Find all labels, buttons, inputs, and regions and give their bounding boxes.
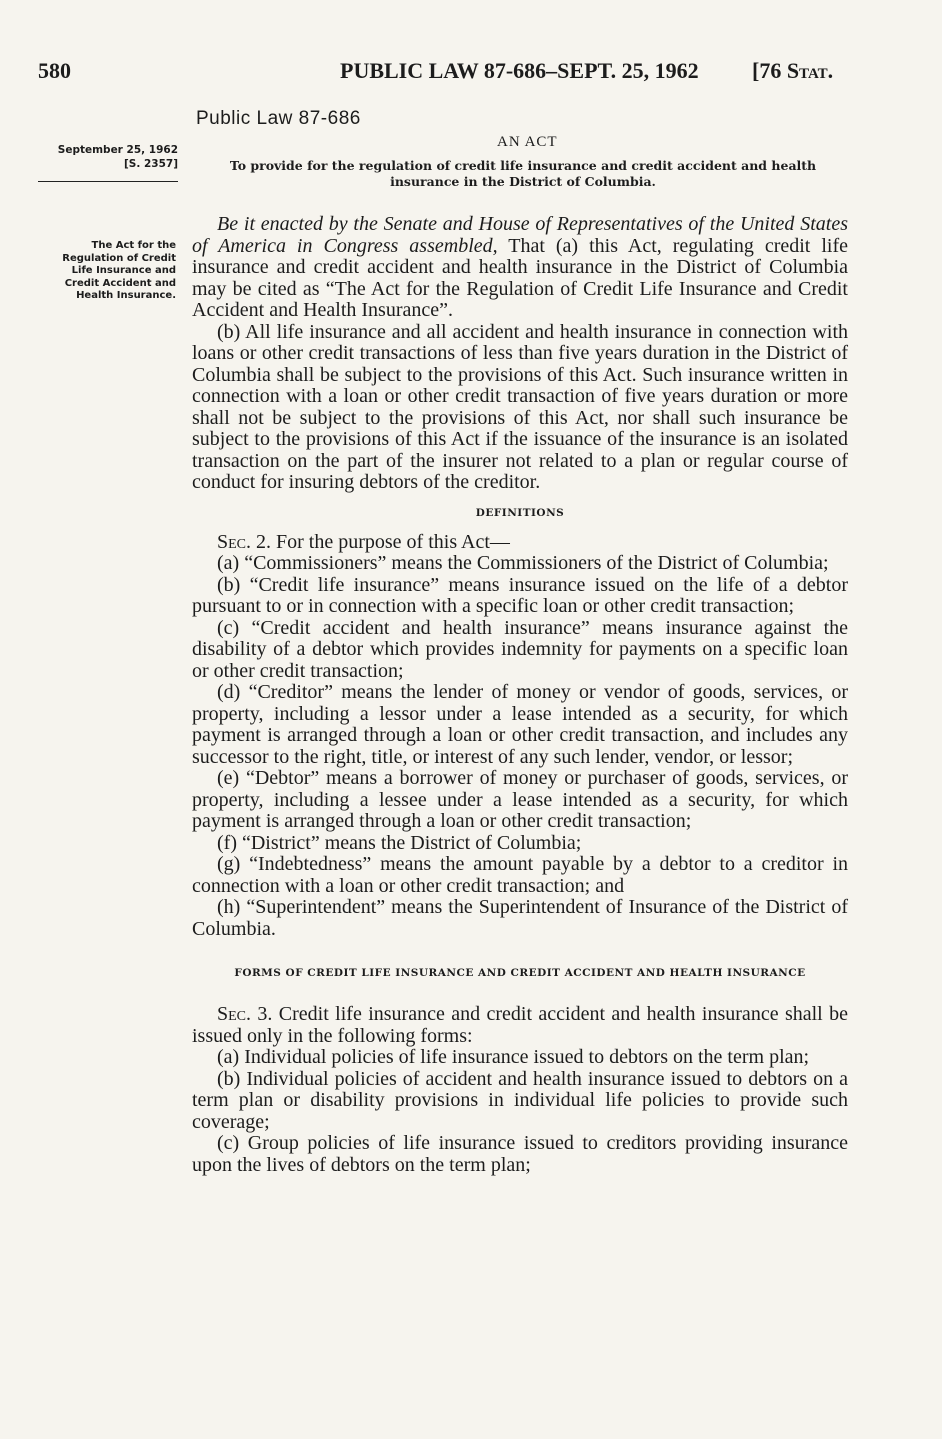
page-number: 580: [38, 58, 71, 83]
definition-item: (c) “Credit accident and health insurance” means insurance against the disability of a debtor which provides indemnity for payments on a specific loan or other credit transaction;: [192, 616, 848, 682]
approval-date: September 25, 1962: [57, 144, 178, 156]
definition-item: (a) “Commissioners” means the Commissioners of the District of Columbia;: [217, 552, 829, 574]
definition-item: (d) “Creditor” means the lender of money or vendor of goods, services, or property, including a lessor under a lease intended as a security, for which payment is arranged through a loan or other credit transaction, and includes any successor to the right, title, or interest of any such lender, vendor, or lessor;: [192, 681, 848, 768]
margin-divider: [38, 181, 178, 182]
act-purpose: To provide for the regulation of credit life insurance and credit accident and health insurance in the District of Columbia.: [229, 158, 817, 189]
definition-item: (b) “Credit life insurance” means insurance issued on the life of a debtor pursuant to or in connection with a specific loan or other credit transaction;: [192, 573, 848, 617]
section-1-a: [192, 214, 848, 322]
act-label: AN ACT: [497, 134, 558, 150]
definition-item: (e) “Debtor” means a borrower of money or purchaser of goods, services, or property, including a lessee under a lease intended as a security, for which payment is arranged through a loan or other credit transaction;: [192, 767, 848, 832]
law-title: Public Law 87-686: [196, 108, 361, 129]
form-item: (b) Individual policies of accident and health insurance issued to debtors on a term plan or disability provisions in individual life policies to provide such coverage;: [192, 1067, 848, 1133]
definitions-heading: DEFINITIONS: [475, 506, 565, 519]
statute-reference: [76 Stat.: [752, 58, 834, 83]
section-2-intro: Sec. 2. For the purpose of this Act—: [217, 530, 510, 553]
forms-heading: FORMS OF CREDIT LIFE INSURANCE AND CREDIT ACCIDENT AND HEALTH INSURANCE: [234, 967, 806, 979]
section-3-intro: Sec. 3. Credit life insurance and credit accident and health insurance shall be issued only in the following forms:: [192, 1003, 848, 1047]
section-1-b: (b) All life insurance and all accident and health insurance in connection with loans or other credit transactions of less than five years duration in the District of Columbia shall be subject to the provisions of this Act. Such insurance written in connection with a loan or other credit transaction of five years duration or more shall not be subject to the provisions of this Act, nor shall such insurance be subject to the provisions of this Act if the issuance of the insurance is an isolated transaction on the part of the insurer not related to a plan or regular course of conduct for insuring debtors of the creditor.: [192, 320, 848, 493]
form-item: (c) Group policies of life insurance issued to creditors providing insurance upon the lives of debtors on the term plan;: [192, 1132, 848, 1176]
short-title-margin-note: The Act for the Regulation of Credit Life Insurance and Credit Accident and Health Insurance.: [62, 240, 176, 301]
definition-item: (f) “District” means the District of Columbia;: [217, 831, 582, 854]
definition-item: (h) “Superintendent” means the Superintendent of Insurance of the District of Columbia.: [192, 896, 848, 940]
bill-number: [S. 2357]: [123, 158, 178, 170]
section-label: Sec.: [217, 530, 252, 553]
act-body: [192, 214, 848, 1176]
running-title: PUBLIC LAW 87-686–SEPT. 25, 1962: [340, 58, 699, 83]
definition-item: (g) “Indebtedness” means the amount payable by a debtor to a creditor in connection with a loan or other credit transaction; and: [192, 853, 848, 897]
margin-date-note: [38, 144, 178, 170]
section-label: Sec.: [217, 1003, 252, 1025]
enacting-clause: Be it enacted by the Senate and House of Representatives of the United States of America in Congress assembled,: [192, 213, 848, 257]
page-header: [0, 52, 942, 84]
section-1-a-text: That (a) this Act, regulating credit life insurance and credit accident and health insurance in the District of Columbia may be cited as “The Act for the Regulation of Credit Life Insurance and Credit Accident and Health Insurance”.: [192, 234, 848, 321]
form-item: (a) Individual policies of life insurance issued to debtors on the term plan;: [217, 1046, 810, 1068]
